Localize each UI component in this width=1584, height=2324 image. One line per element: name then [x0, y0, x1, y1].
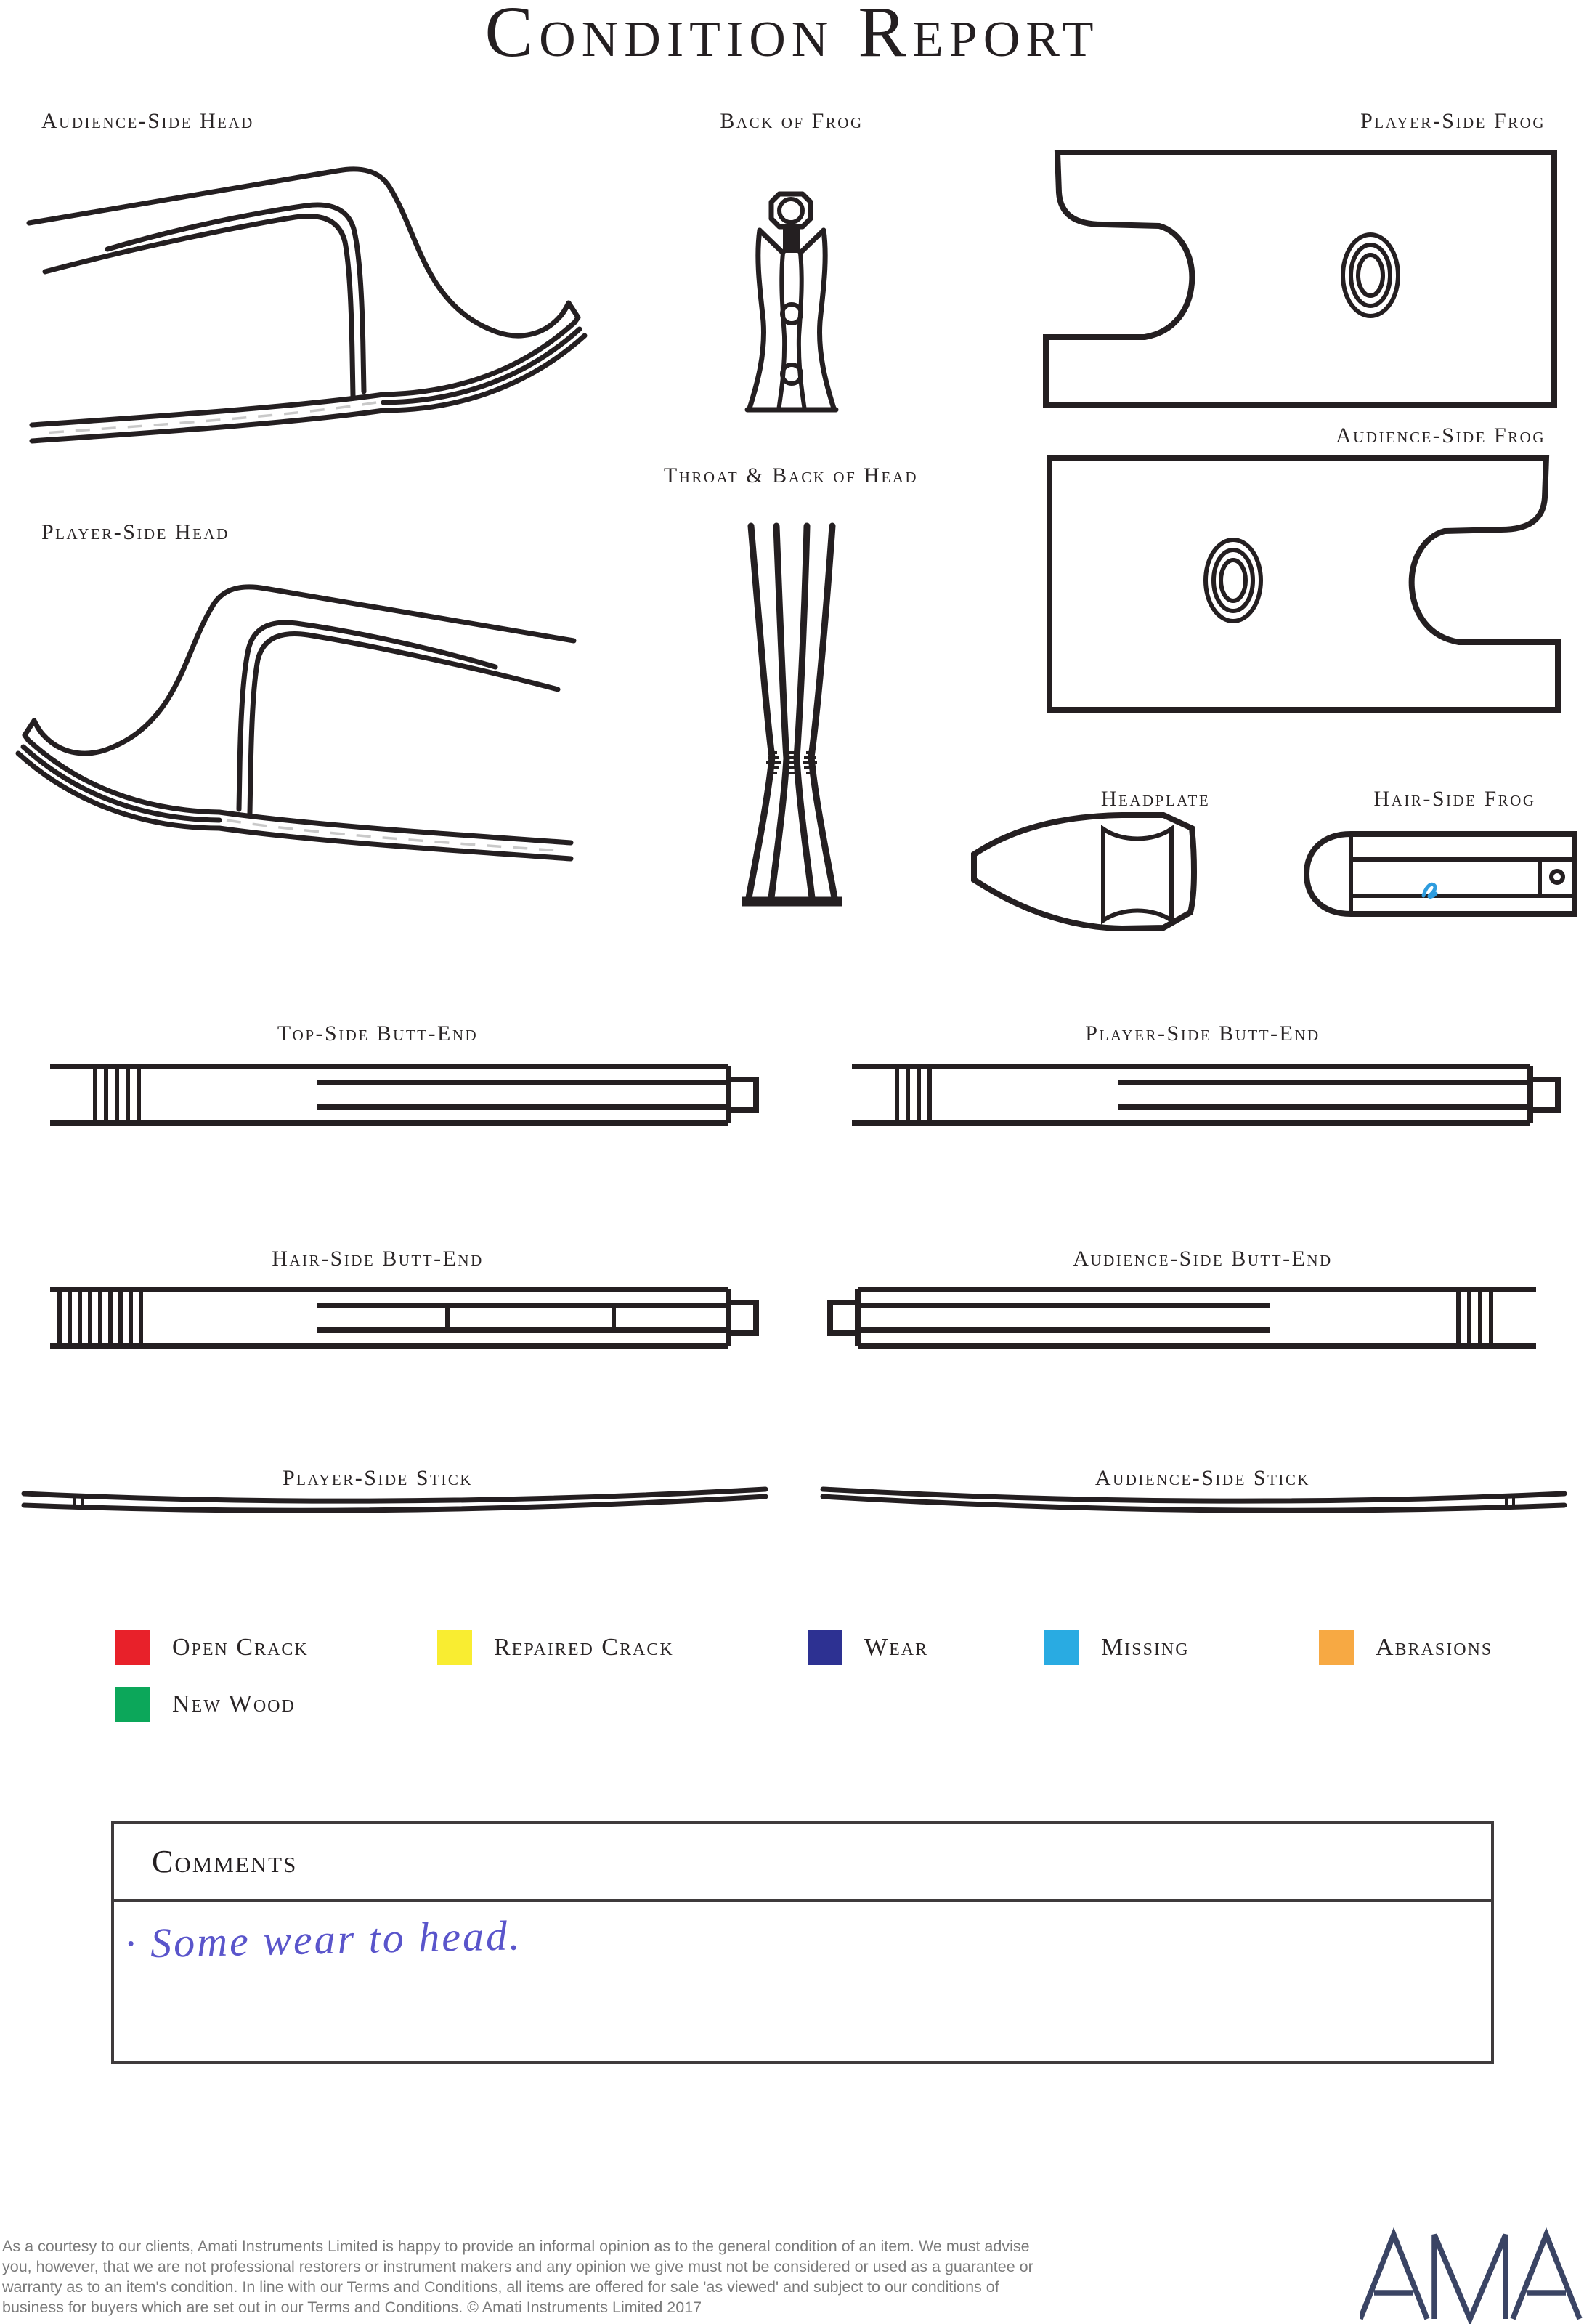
- player-side-stick-diagram: [11, 1478, 781, 1522]
- audience-side-butt-end-diagram: [824, 1280, 1564, 1356]
- label-player-side-frog: Player-Side Frog: [1360, 109, 1546, 133]
- legend-item-repaired-crack: [437, 1630, 674, 1665]
- audience-side-stick-diagram: [808, 1478, 1577, 1522]
- label-headplate: Headplate: [1100, 787, 1211, 811]
- amati-logo: [1360, 2227, 1584, 2324]
- wear-swatch: [808, 1630, 842, 1665]
- legend-label: Open Crack: [172, 1634, 309, 1661]
- disclaimer-text: As a courtesy to our clients, Amati Instruments Limited is happy to provide an informal opinion as to the general condition of an item. We must advise you, however, that we are not professional restorers or instrument makers and any opinion we give must not be considered or used as a guarantee or warranty as to an item's condition. In line with our Terms and Conditions, all items are offered for sale 'as viewed' and subject to our conditions of business for buyers which are set out in our Terms and Conditions. © Amati Instruments Limited 2017: [2, 2238, 1033, 2316]
- legend-label: Wear: [864, 1634, 929, 1661]
- comments-title: Comments: [152, 1844, 298, 1879]
- repaired-crack-swatch: [437, 1630, 472, 1665]
- label-audience-side-stick: Audience-Side Stick: [1094, 1466, 1311, 1490]
- label-top-side-butt-end: Top-Side Butt-End: [277, 1021, 479, 1045]
- throat-back-of-head-diagram: [723, 509, 868, 919]
- missing-swatch: [1044, 1630, 1079, 1665]
- page-title: Condition Report: [484, 0, 1100, 72]
- handwritten-comment: · Some wear to head.: [124, 1911, 523, 1967]
- missing-mark: [1423, 884, 1436, 896]
- label-throat-back-of-head: Throat & Back of Head: [663, 463, 919, 487]
- label-player-side-butt-end: Player-Side Butt-End: [1085, 1021, 1320, 1045]
- legend-item-wear: [808, 1630, 928, 1665]
- label-hair-side-butt-end: Hair-Side Butt-End: [272, 1247, 484, 1271]
- legend-label: Abrasions: [1376, 1634, 1493, 1661]
- label-audience-side-head: Audience-Side Head: [41, 109, 254, 133]
- label-player-side-stick: Player-Side Stick: [282, 1466, 474, 1490]
- headplate-diagram: [973, 812, 1206, 939]
- legend-label: New Wood: [172, 1691, 296, 1717]
- comments-header: [114, 1824, 1491, 1902]
- player-side-butt-end-diagram: [824, 1057, 1564, 1133]
- label-audience-side-frog: Audience-Side Frog: [1335, 424, 1546, 448]
- hair-side-frog-diagram: [1300, 832, 1580, 923]
- new-wood-swatch: [115, 1687, 150, 1722]
- legend-item-abrasions: [1319, 1630, 1492, 1665]
- label-player-side-head: Player-Side Head: [41, 520, 230, 544]
- player-side-head-diagram: [15, 559, 588, 883]
- legend-label: Missing: [1101, 1634, 1190, 1661]
- audience-side-head-diagram: [15, 142, 588, 465]
- player-side-frog-diagram: [1031, 149, 1572, 410]
- legend-label: Repaired Crack: [494, 1634, 674, 1661]
- hair-side-butt-end-diagram: [22, 1280, 763, 1356]
- abrasions-swatch: [1319, 1630, 1354, 1665]
- legend-item-missing: [1044, 1630, 1190, 1665]
- legend-item-new-wood: [115, 1687, 296, 1722]
- open-crack-swatch: [115, 1630, 150, 1665]
- top-side-butt-end-diagram: [22, 1057, 763, 1133]
- audience-side-frog-diagram: [1031, 454, 1572, 716]
- label-audience-side-butt-end: Audience-Side Butt-End: [1073, 1247, 1333, 1271]
- back-of-frog-diagram: [715, 156, 846, 414]
- legend-item-open-crack: [115, 1630, 309, 1665]
- label-hair-side-frog: Hair-Side Frog: [1373, 787, 1536, 811]
- label-back-of-frog: Back of Frog: [720, 109, 864, 133]
